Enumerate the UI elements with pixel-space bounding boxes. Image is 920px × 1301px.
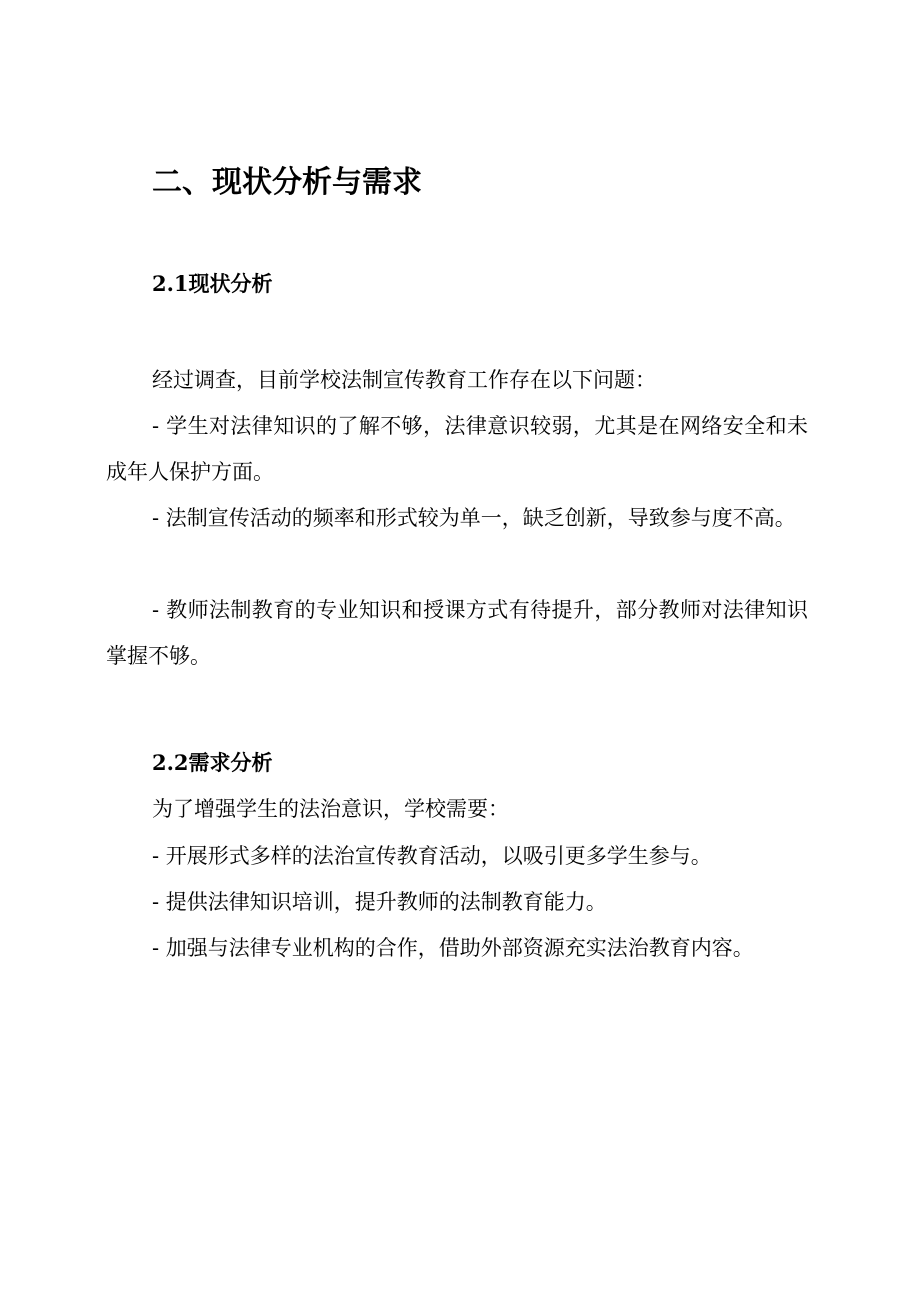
current-item-3: - 教师法制教育的专业知识和授课方式有待提升，部分教师对法律知识掌握不够。: [106, 598, 808, 668]
heading-current-analysis: 2.1现状分析: [152, 271, 273, 296]
needs-item-1: - 开展形式多样的法治宣传教育活动，以吸引更多学生参与。: [152, 844, 712, 868]
needs-item-3: - 加强与法律专业机构的合作，借助外部资源充实法治教育内容。: [152, 936, 754, 960]
heading-needs-analysis: 2.2需求分析: [152, 750, 273, 775]
section-title: 二、现状分析与需求: [152, 165, 422, 200]
current-item-2: - 法制宣传活动的频率和形式较为单一，缺乏创新，导致参与度不高。: [152, 506, 796, 530]
needs-item-2: - 提供法律知识培训，提升教师的法制教育能力。: [152, 890, 607, 914]
current-intro: 经过调查，目前学校法制宣传教育工作存在以下问题：: [152, 368, 656, 392]
needs-intro: 为了增强学生的法治意识，学校需要：: [152, 797, 509, 821]
current-item-1: - 学生对法律知识的了解不够，法律意识较弱，尤其是在网络安全和未成年人保护方面。: [106, 414, 808, 484]
